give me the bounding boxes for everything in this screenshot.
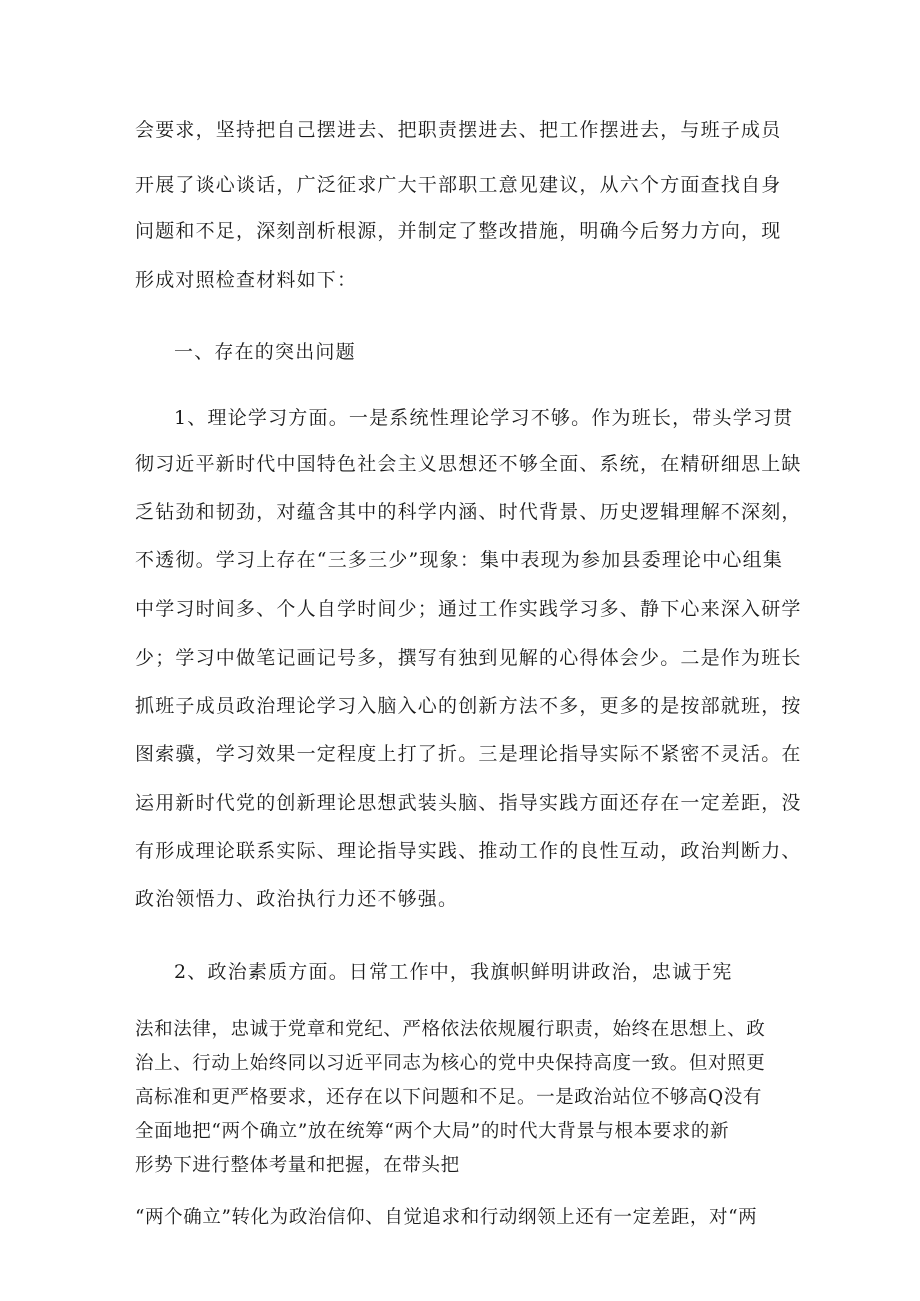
item1-line: 有形成理论联系实际、理论指导实践、推动工作的良性互动，政治判断力、: [135, 840, 802, 862]
intro-line: 开展了谈心谈话，广泛征求广大干部职工意见建议，从六个方面查找自身: [135, 174, 782, 196]
item2-line: 2、政治素质方面。日常工作中，我旗帜鲜明讲政治，忠诚于宪: [174, 961, 733, 983]
intro-line: 会要求，坚持把自己摆进去、把职责摆进去、把工作摆进去，与班子成员: [135, 119, 782, 141]
item1-line: 中学习时间多、个人自学时间少；通过工作实践学习多、静下心来深入研学: [135, 598, 802, 620]
item1-line: 抓班子成员政治理论学习入脑入心的创新方法不多，更多的是按部就班，按: [135, 695, 802, 717]
item2-line: 法和法律，忠诚于党章和党纪、严格依法依规履行职责，始终在思想上、政: [135, 1019, 766, 1040]
intro-line: 形成对照检查材料如下：: [135, 269, 358, 291]
intro-line: 问题和不足，深刻剖析根源，并制定了整改措施，明确今后努力方向，现: [135, 220, 782, 242]
item2-line: 治上、行动上始终同以习近平同志为核心的党中央保持高度一致。但对照更: [135, 1053, 766, 1074]
item2-line: “两个确立”转化为政治信仰、自觉追求和行动纲领上还有一定差距，对“两: [135, 1207, 758, 1228]
item1-line: 少；学习中做笔记画记号多，撰写有独到见解的心得体会少。二是作为班长: [135, 647, 802, 669]
item1-line: 政治领悟力、政治执行力还不够强。: [135, 888, 459, 910]
item2-line: 形势下进行整体考量和把握，在带头把: [135, 1155, 460, 1176]
item1-line: 图索骥，学习效果一定程度上打了折。三是理论指导实际不紧密不灵活。在: [135, 743, 802, 765]
item1-line: 彻习近平新时代中国特色社会主义思想还不够全面、系统，在精研细思上缺: [135, 453, 802, 475]
section-heading: 一、存在的突出问题: [174, 341, 356, 363]
item1-line: 不透彻。学习上存在“三多三少”现象：集中表现为参加县委理论中心组集: [135, 549, 784, 571]
item1-line: 运用新时代党的创新理论思想武装头脑、指导实践方面还存在一定差距，没: [135, 792, 802, 814]
item2-line: 全面地把“两个确立”放在统筹“两个大局”的时代大背景与根本要求的新: [135, 1121, 730, 1142]
item2-line: 高标准和更严格要求，还存在以下问题和不足。一是政治站位不够高Q没有: [135, 1087, 762, 1108]
item1-line: 乏钻劲和韧劲，对蕴含其中的科学内涵、时代背景、历史逻辑理解不深刻，: [135, 501, 802, 523]
item1-line: 1、理论学习方面。一是系统性理论学习不够。作为班长，带头学习贯: [174, 407, 794, 429]
